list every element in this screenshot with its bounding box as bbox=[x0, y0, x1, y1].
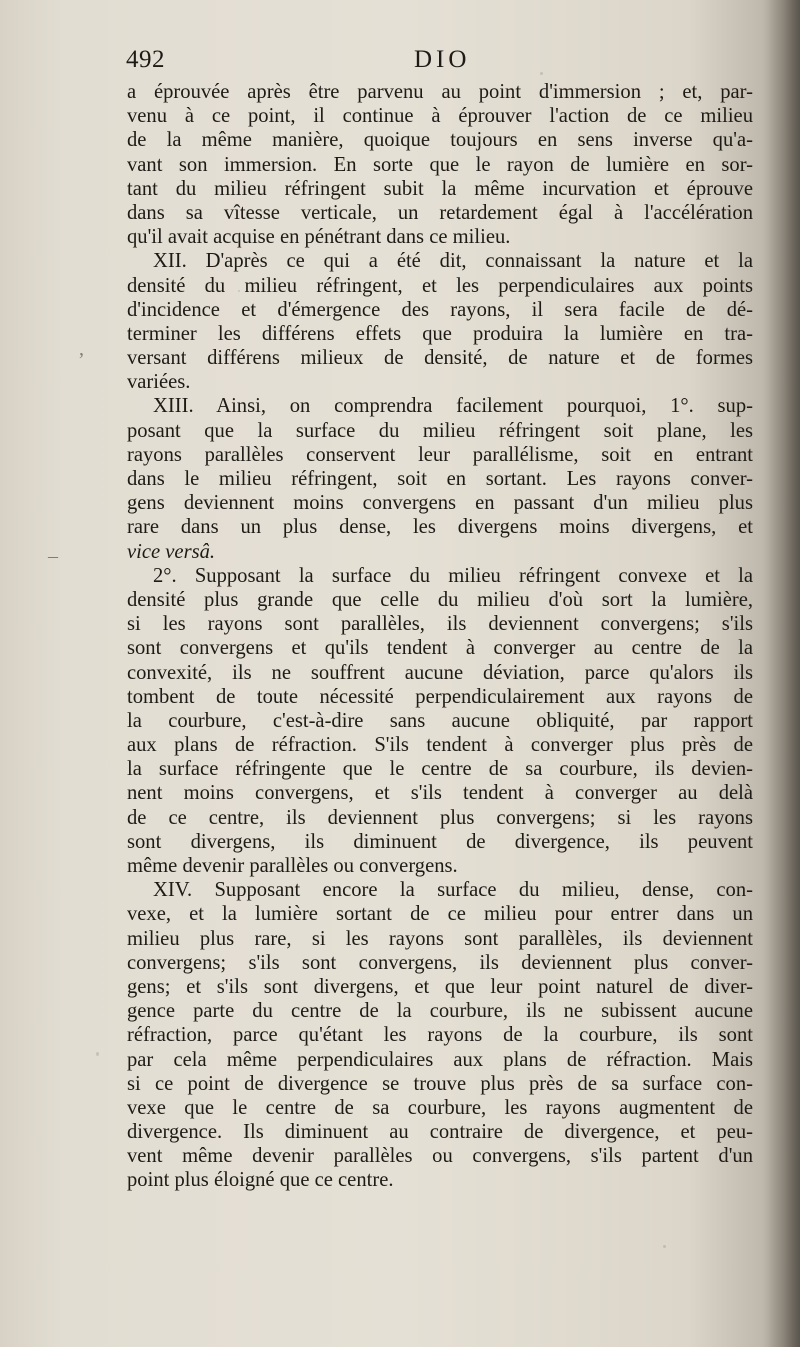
text-line: densité plus grande que celle du milieu d'où sort la lumière, bbox=[127, 588, 753, 611]
text-line: de ce centre, ils deviennent plus convergens; si les rayons bbox=[127, 806, 753, 829]
paper-speck bbox=[663, 1245, 666, 1248]
body-text bbox=[127, 80, 753, 1193]
text-line: gens; et s'ils sont divergens, et que leur point naturel de diver- bbox=[127, 975, 753, 998]
text-line: posant que la surface du milieu réfringent soit plane, les bbox=[127, 419, 753, 442]
text-line: sont divergens, ils diminuent de divergence, ils peuvent bbox=[127, 830, 753, 853]
text-line: divergence. Ils diminuent au contraire de divergence, et peu- bbox=[127, 1121, 753, 1144]
text-line: la surface réfringente que le centre de sa courbure, ils devien- bbox=[127, 758, 753, 781]
text-line: venu à ce point, il continue à éprouver l'action de ce milieu bbox=[127, 105, 753, 128]
text-line: gens deviennent moins convergens en passant d'un milieu plus bbox=[127, 492, 753, 515]
text-line: sont convergens et qu'ils tendent à converger au centre de la bbox=[127, 637, 753, 660]
text-line: vexe que le centre de sa courbure, les rayons augmentent de bbox=[127, 1096, 753, 1119]
text-line: tant du milieu réfringent subit la même incurvation et éprouve bbox=[127, 177, 753, 200]
paragraph-2-start: 2°. Supposant la surface du milieu réfringent convexe et la bbox=[153, 564, 753, 587]
text-line: convexité, ils ne souffrent aucune déviation, parce qu'alors ils bbox=[127, 661, 753, 684]
margin-mark: ‒ bbox=[48, 545, 58, 567]
text-line: qu'il avait acquise en pénétrant dans ce milieu. bbox=[127, 226, 511, 249]
text-line: dans sa vîtesse verticale, un retardement égal à l'accélération bbox=[127, 201, 753, 224]
page-header bbox=[126, 46, 776, 82]
text-line: d'incidence et d'émergence des rayons, il sera facile de dé- bbox=[127, 298, 753, 321]
text-line: nent moins convergens, et s'ils tendent à converger au delà bbox=[127, 782, 753, 805]
page-edge-shadow bbox=[762, 0, 800, 1347]
text-line: a éprouvée après être parvenu au point d'immersion ; et, par- bbox=[127, 81, 753, 103]
text-line: variées. bbox=[127, 371, 191, 394]
italic-text-line: vice versâ. bbox=[127, 540, 216, 563]
text-line: de la même manière, quoique toujours en sens inverse qu'a- bbox=[127, 129, 753, 152]
paper-speck bbox=[96, 1052, 99, 1056]
text-line: réfraction, parce qu'étant les rayons de la courbure, ils sont bbox=[127, 1024, 753, 1047]
text-line: aux plans de réfraction. S'ils tendent à converger plus près de bbox=[127, 734, 753, 757]
text-line: dans le milieu réfringent, soit en sortant. Les rayons conver- bbox=[127, 468, 753, 490]
text-line: convergens; s'ils sont convergens, ils deviennent plus conver- bbox=[127, 951, 753, 974]
text-line: milieu plus rare, si les rayons sont parallèles, ils deviennent bbox=[127, 927, 753, 950]
page-number: 492 bbox=[126, 46, 165, 73]
text-line: même devenir parallèles ou convergens. bbox=[127, 855, 458, 877]
text-line: vent même devenir parallèles ou convergens, s'ils partent d'un bbox=[127, 1145, 753, 1168]
text-line: la courbure, c'est-à-dire sans aucune obliquité, par rapport bbox=[127, 709, 753, 732]
text-line: rare dans un plus dense, les divergens moins divergens, et bbox=[127, 516, 753, 539]
text-line: versant différens milieux de densité, de nature et de formes bbox=[127, 347, 753, 370]
text-line: si ce point de divergence se trouve plus près de sa surface con- bbox=[127, 1072, 753, 1095]
text-line: vant son immersion. En sorte que le rayon de lumière en sor- bbox=[127, 153, 753, 176]
text-line: densité du milieu réfringent, et les perpendiculaires aux points bbox=[127, 274, 753, 297]
text-line: gence parte du centre de la courbure, ils ne subissent aucune bbox=[127, 1000, 753, 1023]
text-line: par cela même perpendiculaires aux plans de réfraction. Mais bbox=[127, 1048, 753, 1071]
text-line: terminer les différens effets que produira la lumière en tra- bbox=[127, 322, 753, 345]
paragraph-xii-start: XII. D'après ce qui a été dit, connaissant la nature et la bbox=[153, 250, 753, 273]
margin-mark: ‚ bbox=[78, 338, 85, 360]
paragraph-xiv-start: XIV. Supposant encore la surface du milieu, dense, con- bbox=[153, 879, 753, 902]
text-line: point plus éloigné que ce centre. bbox=[127, 1169, 394, 1192]
paragraph-xiii-start: XIII. Ainsi, on comprendra facilement pourquoi, 1°. sup- bbox=[153, 395, 753, 418]
text-line: rayons parallèles conservent leur parallélisme, soit en entrant bbox=[127, 443, 753, 466]
text-line: tombent de toute nécessité perpendiculairement aux rayons de bbox=[127, 685, 753, 708]
text-line: si les rayons sont parallèles, ils deviennent convergens; s'ils bbox=[127, 613, 753, 636]
running-head: DIO bbox=[414, 46, 471, 73]
text-line: vexe, et la lumière sortant de ce milieu pour entrer dans un bbox=[127, 903, 753, 926]
